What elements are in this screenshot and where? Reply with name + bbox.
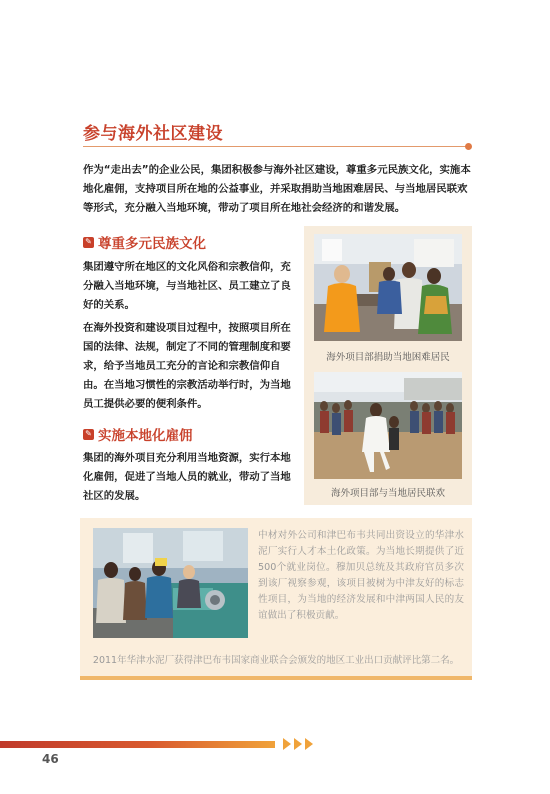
feature-caption: 2011年华津水泥厂获得津巴布韦国家商业联合会颁发的地区工业出口贡献评比第二名。 — [92, 655, 460, 666]
title-divider — [83, 146, 468, 147]
title-divider-dot — [465, 143, 472, 150]
footer-arrow-icon — [294, 738, 302, 750]
page-number: 46 — [42, 752, 59, 766]
footer-arrow-icon — [305, 738, 313, 750]
pencil-icon: ✎ — [83, 237, 94, 248]
subheading-culture-label: 尊重多元民族文化 — [98, 236, 206, 252]
section-title: 参与海外社区建设 — [83, 124, 223, 144]
footer-arrow-icon — [283, 738, 291, 750]
donation-photo-caption: 海外项目部捐助当地困难居民 — [326, 352, 450, 363]
subheading-hiring-label: 实施本地化雇佣 — [98, 428, 193, 444]
footer-bar — [0, 741, 275, 748]
pencil-icon: ✎ — [83, 429, 94, 440]
factory-photo — [93, 528, 248, 638]
intro-paragraph: 作为“走出去”的企业公民，集团积极参与海外社区建设，尊重多元民族文化，实施本地化雇佣，支持项目所在地的公益事业，并采取捐助当地困难居民、与当地居民联欢等形式，充分融入当地环境，带动了项目所在地社会经济的和谐发展。 — [83, 164, 471, 214]
subheading-hiring — [83, 424, 193, 444]
subheading-culture — [83, 232, 206, 252]
celebration-photo — [314, 372, 462, 479]
feature-text: 中材对外公司和津巴布韦共同出资设立的华津水泥厂实行人才本土化政策。为当地长期提供了近500个就业岗位。穆加贝总统及其政府官员多次到该厂视察参观，该项目被树为中津友好的标志性项目，为当地的经济发展和中津两国人民的友谊做出了积极贡献。 — [258, 530, 464, 621]
donation-photo — [314, 234, 462, 341]
celebration-photo-caption: 海外项目部与当地居民联欢 — [330, 488, 445, 499]
hiring-paragraph: 集团的海外项目充分利用当地资源，实行本地化雇佣，促进了当地人员的就业，带动了当地社区的发展。 — [83, 452, 291, 502]
culture-paragraph-2: 在海外投资和建设项目过程中，按照项目所在国的法律、法规，制定了不同的管理制度和要求，给予当地员工充分的言论和宗教信仰自由。在当地习惯性的宗教活动举行时，为当地员工提供必要的便利条件。 — [83, 322, 291, 410]
culture-paragraph-1: 集团遵守所在地区的文化风俗和宗教信仰，充分融入当地环境，与当地社区、员工建立了良好的关系。 — [83, 261, 291, 311]
